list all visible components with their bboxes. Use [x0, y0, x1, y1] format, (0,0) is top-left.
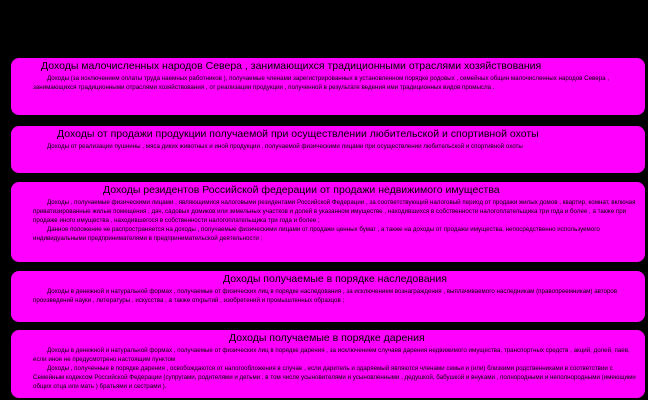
box-title: Доходы получаемые в порядке дарения — [229, 332, 425, 344]
box-body-text: Доходы , получаемые физическими лицами , являющимися налоговыми резидентами Российской Федерации , за соответствующий налоговый период от продажи жилых домов , квартир, комнат, включая приватизированные жилые помещения , дач, садовых домиков или земельных участков и долей в указанном имуществе , находившихся в собственности налогоплательщика три года и более , а также при продаже иного имущества , находившегося в собственности налогоплательщика три года и более ; — [33, 199, 636, 224]
box-inheritance-income — [11, 271, 645, 322]
box-body-text: Данное положение не распространяется на доходы , получаемые физическими лицами от продажи ценных бумаг , а также на доходы от продажи имущества, непосредственно используемого индивидуальными предпринимателями в предпринимательской деятельности ; — [33, 226, 600, 242]
box-hunting-income — [11, 126, 645, 173]
box-title: Доходы получаемые в порядке наследования — [223, 273, 447, 285]
box-body-text: Доходы в денежной и натуральной формах , получаемые от физических лиц в порядке наследования , за исключением вознаграждения , выплачиваемого наследникам (правопреемникам) авторов произведений науки , литературы , искусства , а также открытий , изобретений и промышленных образцов ; — [33, 288, 618, 304]
box-title: Доходы от продажи продукции получаемой при осуществлении любительской и спортивной охоты — [57, 128, 539, 140]
box-title: Доходы резидентов Российской федерации от продажи недвижимого имущества — [103, 184, 500, 196]
box-body-text: Доходы от реализации пушнины , мяса диких животных и иной продукции , получаемой физическими лицами при осуществлении любительской и спортивной охоты — [47, 143, 523, 150]
box-real-estate-income — [11, 182, 645, 262]
box-gift-income — [11, 330, 645, 398]
box-body-text: Доходы , полученные в порядке дарения , освобождаются от налогообложения в случае , если даритель и одаряемый являются членами семьи и (или) близкими родственниками в соответствии с Семейным кодексом Российской Федерации (супругами, родителями и детьми , в том числе усыновителями и усыновленными , дедушкой, бабушкой и внуками , полнородными и неполнородными (имеющими общих отца или мать ) братьями и сестрами ). — [33, 365, 636, 390]
box-body-text: Доходы в денежной и натуральной формах , получаемые от физических лиц в порядке дарения , за исключением случаев дарения недвижимого имущества, транспортных средств , акций, долей, паев, если иное не предусмотрено настоящим пунктом — [33, 347, 630, 363]
box-title: Доходы малочисленных народов Севера , занимающихся традиционными отраслями хозяйствования — [41, 60, 542, 72]
box-body-text: Доходы (за исключением оплаты труда наемных работников ), получаемые членами зарегистрированных в установленном порядке родовых , семейных общин малочисленных народов Севера , занимающихся традиционными отраслями хозяйствования , от реализации продукции , полученной в результате ведения ими традиционных видов промысла . — [33, 75, 610, 91]
box-northern-peoples-income — [11, 58, 645, 115]
